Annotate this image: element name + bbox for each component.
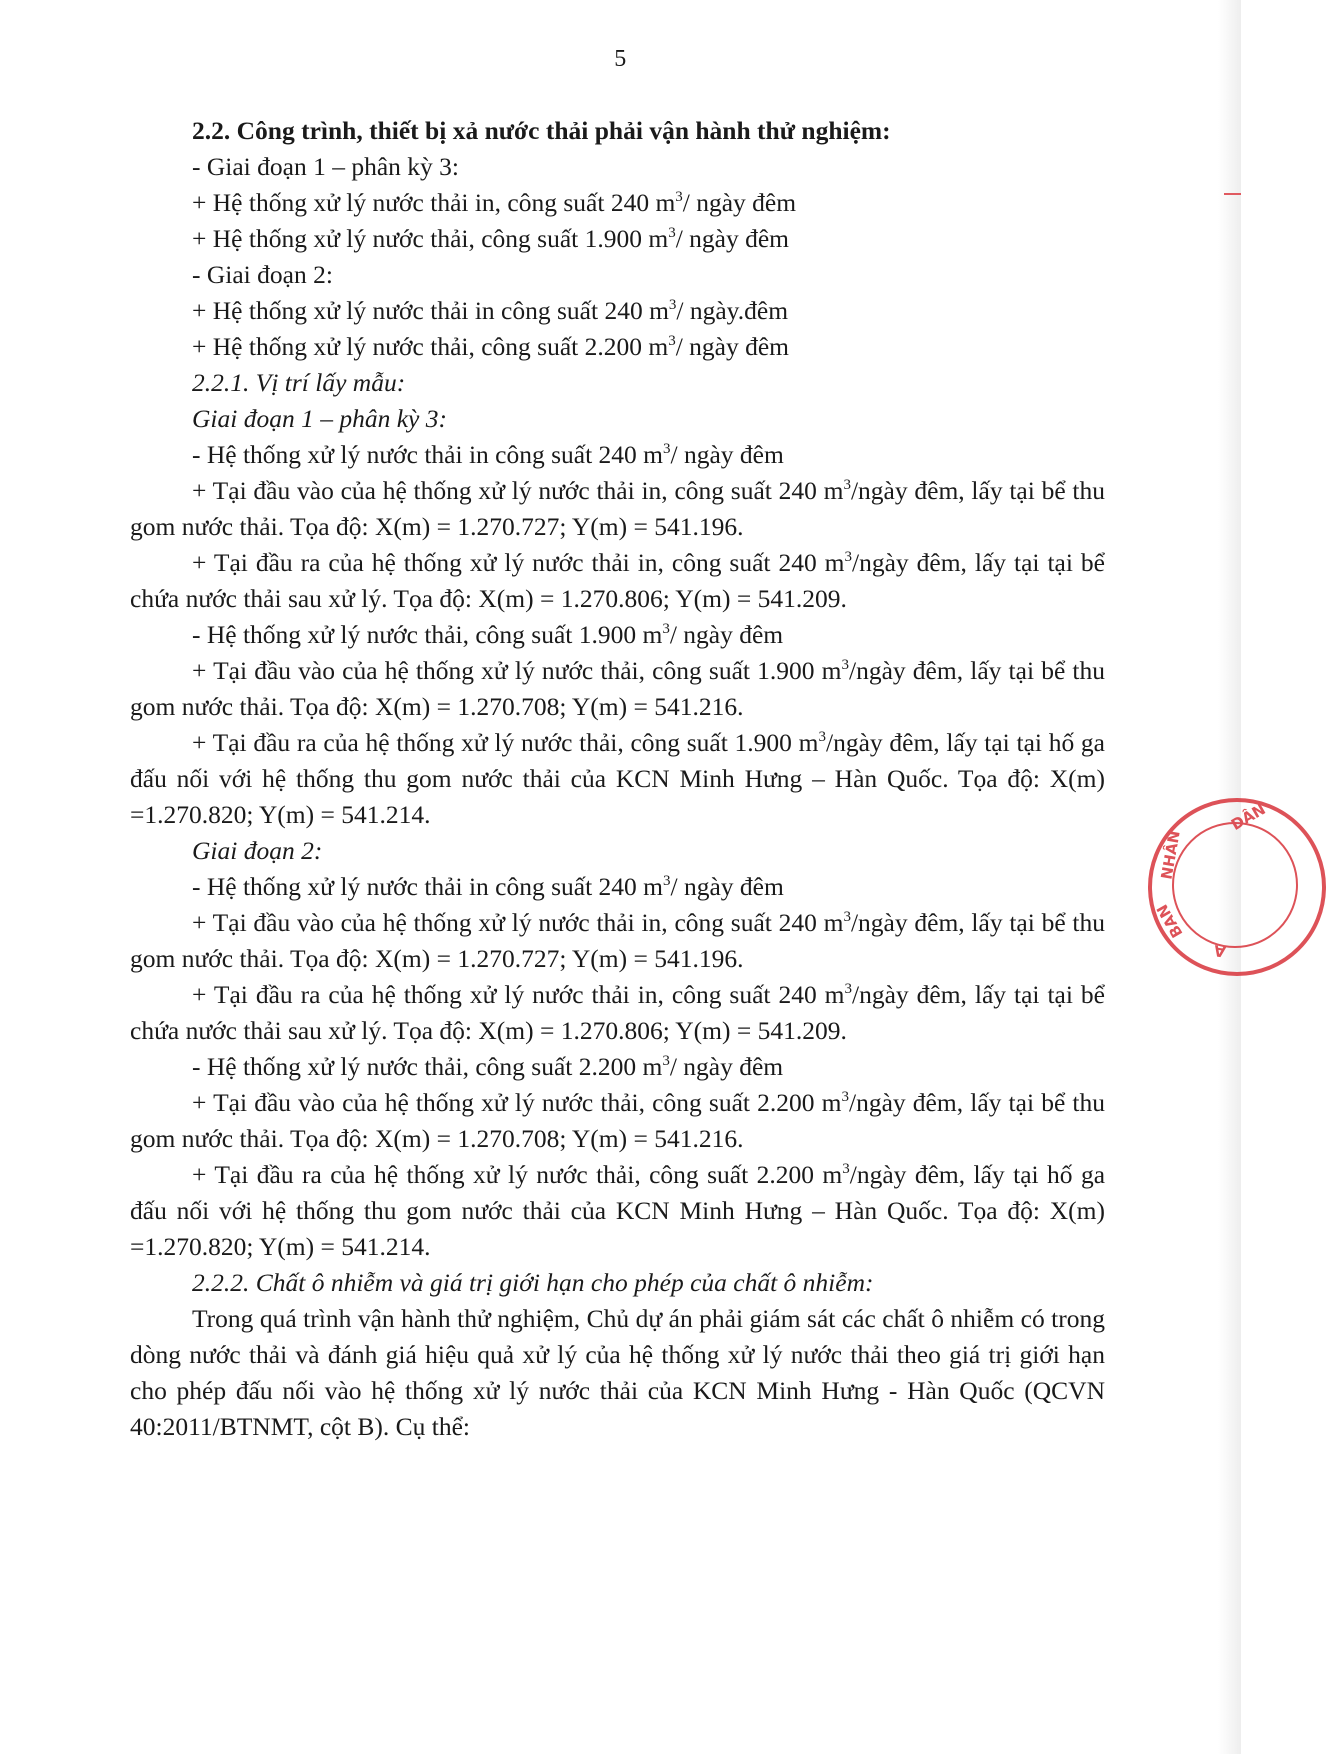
sampling-stage1-print-outlet: + Tại đầu ra của hệ thống xử lý nước thải in, công suất 240 $m^3$/ngày đêm, lấy tại tại bể chứa nước thải sau xử lý. Tọa độ: X(m) = 1.270.806; Y(m) = 541.209. (130, 548, 1105, 613)
stage1-label: - Giai đoạn 1 – phân kỳ 3: (192, 152, 459, 181)
sampling-stage2-system-print: - Hệ thống xử lý nước thải in công suất 240 $m^3/$ ngày đêm (192, 872, 784, 901)
seal-text-bottom: A (1212, 941, 1228, 961)
sampling-stage1-print-inlet: + Tại đầu vào của hệ thống xử lý nước thải in, công suất 240 $m^3$/ngày đêm, lấy tại bể thu gom nước thải. Tọa độ: X(m) = 1.270.727; Y(m) = 541.196. (130, 476, 1106, 541)
subsection-221-title: 2.2.1. Vị trí lấy mẫu: (192, 368, 406, 397)
sampling-stage1-main-outlet: + Tại đầu ra của hệ thống xử lý nước thải, công suất 1.900 $m^3$/ngày đêm, lấy tại tại hố ga đấu nối với hệ thống thu gom nước thải của KCN Minh Hưng – Hàn Quốc. Tọa độ: X(m) =1.270.820; Y(m) = 541.214. (130, 728, 1105, 829)
section-heading: 2.2. Công trình, thiết bị xả nước thải phải vận hành thử nghiệm: (192, 116, 891, 145)
closing-paragraph: Trong quá trình vận hành thử nghiệm, Chủ dự án phải giám sát các chất ô nhiễm có trong dòng nước thải và đánh giá hiệu quả xử lý của hệ thống xử lý nước thải theo giá trị giới hạn cho phép đấu nối vào hệ thống xử lý nước thải của KCN Minh Hưng - Hàn Quốc (QCVN 40:2011/BTNMT, cột B). Cụ thể: (130, 1304, 1105, 1441)
stage2-label: - Giai đoạn 2: (192, 260, 333, 289)
margin-mark (1224, 193, 1241, 195)
sampling-stage2-system-main: - Hệ thống xử lý nước thải, công suất 2.200 $m^3/$ ngày đêm (192, 1052, 784, 1081)
sampling-stage2-print-inlet: + Tại đầu vào của hệ thống xử lý nước thải in, công suất 240 $m^3$/ngày đêm, lấy tại bể thu gom nước thải. Tọa độ: X(m) = 1.270.727; Y(m) = 541.196. (130, 908, 1106, 973)
stage2-item-1: + Hệ thống xử lý nước thải in công suất 240 $m^3/$ ngày.đêm (192, 296, 789, 325)
sampling-stage1-label: Giai đoạn 1 – phân kỳ 3: (192, 404, 447, 433)
seal-text-left: NHÂN (1157, 829, 1184, 881)
seal-inner-ring (1172, 822, 1298, 948)
seal-text-top: DÂN (1227, 800, 1269, 834)
document-body (130, 113, 1105, 1445)
sampling-stage1-main-inlet: + Tại đầu vào của hệ thống xử lý nước thải, công suất 1.900 $m^3$/ngày đêm, lấy tại bể thu gom nước thải. Tọa độ: X(m) = 1.270.708; Y(m) = 541.216. (130, 656, 1105, 721)
sampling-stage2-main-outlet: + Tại đầu ra của hệ thống xử lý nước thải, công suất 2.200 $m^3$/ngày đêm, lấy tại hố ga đấu nối với hệ thống thu gom nước thải của KCN Minh Hưng – Hàn Quốc. Tọa độ: X(m) =1.270.820; Y(m) = 541.214. (130, 1160, 1106, 1261)
sampling-stage1-system-main: - Hệ thống xử lý nước thải, công suất 1.900 $m^3/$ ngày đêm (192, 620, 784, 649)
sampling-stage1-system-print: - Hệ thống xử lý nước thải in công suất 240 $m^3/$ ngày đêm (192, 440, 784, 469)
subsection-222-title: 2.2.2. Chất ô nhiễm và giá trị giới hạn cho phép của chất ô nhiễm: (192, 1268, 874, 1297)
page-number: 5 (614, 46, 627, 72)
sampling-stage2-main-inlet: + Tại đầu vào của hệ thống xử lý nước thải, công suất 2.200 $m^3$/ngày đêm, lấy tại bể thu gom nước thải. Tọa độ: X(m) = 1.270.708; Y(m) = 541.216. (130, 1088, 1105, 1153)
stage2-item-2: + Hệ thống xử lý nước thải, công suất 2.200 $m^3/$ ngày đêm (192, 332, 790, 361)
sampling-stage2-print-outlet: + Tại đầu ra của hệ thống xử lý nước thải in, công suất 240 $m^3$/ngày đêm, lấy tại tại bể chứa nước thải sau xử lý. Tọa độ: X(m) = 1.270.806; Y(m) = 541.209. (130, 980, 1105, 1045)
sampling-stage2-label: Giai đoạn 2: (192, 836, 323, 865)
official-seal-stamp (1148, 798, 1326, 976)
stage1-item-2: + Hệ thống xử lý nước thải, công suất 1.900 $m^3/$ ngày đêm (192, 224, 790, 253)
stage1-item-1: + Hệ thống xử lý nước thải in, công suất 240 $m^3/$ ngày đêm (192, 188, 797, 217)
seal-text-bottom-left: BAN (1153, 901, 1187, 941)
